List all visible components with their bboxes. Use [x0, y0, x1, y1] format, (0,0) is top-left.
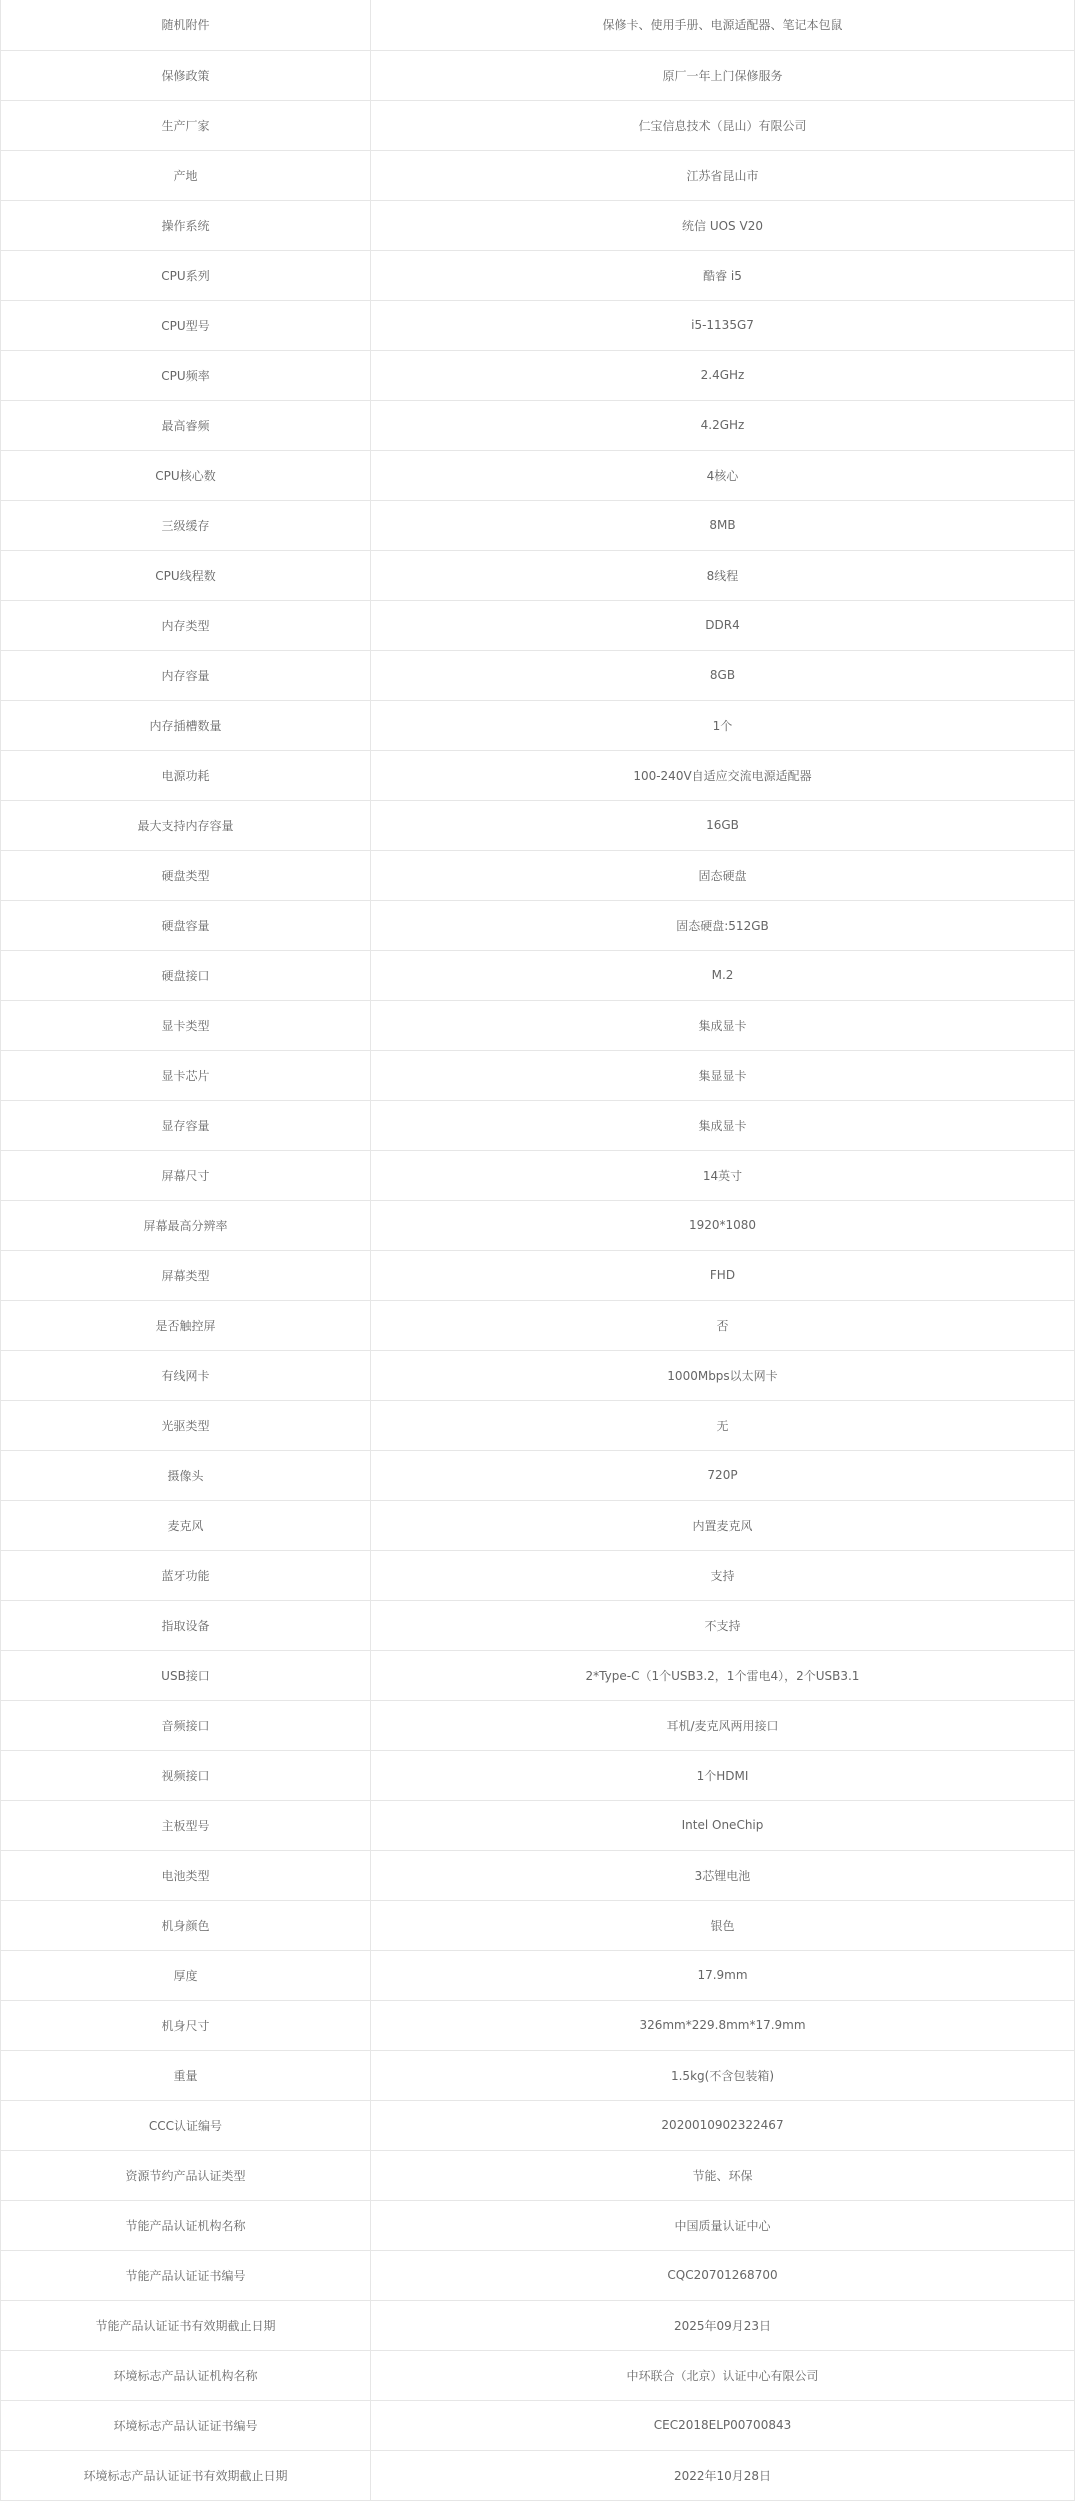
spec-value: 1000Mbps以太网卡	[371, 1350, 1075, 1400]
spec-value: 2*Type-C（1个USB3.2，1个雷电4），2个USB3.1	[371, 1650, 1075, 1700]
spec-value: 2025年09月23日	[371, 2300, 1075, 2350]
table-row	[1, 1550, 1075, 1600]
spec-value: 原厂一年上门保修服务	[371, 50, 1075, 100]
table-row	[1, 700, 1075, 750]
spec-value: 固态硬盘:512GB	[371, 900, 1075, 950]
table-row	[1, 2300, 1075, 2350]
table-row	[1, 350, 1075, 400]
spec-label: 蓝牙功能	[1, 1550, 371, 1600]
spec-value: 8GB	[371, 650, 1075, 700]
table-row	[1, 900, 1075, 950]
spec-value: 银色	[371, 1900, 1075, 1950]
spec-value: 4.2GHz	[371, 400, 1075, 450]
spec-label: 节能产品认证证书编号	[1, 2250, 371, 2300]
spec-value: 16GB	[371, 800, 1075, 850]
spec-value: 仁宝信息技术（昆山）有限公司	[371, 100, 1075, 150]
spec-label: 屏幕类型	[1, 1250, 371, 1300]
spec-value: 1个HDMI	[371, 1750, 1075, 1800]
table-row	[1, 1500, 1075, 1550]
spec-value: 2022年10月28日	[371, 2450, 1075, 2500]
table-row	[1, 1200, 1075, 1250]
table-row	[1, 500, 1075, 550]
table-row	[1, 1750, 1075, 1800]
table-row	[1, 1800, 1075, 1850]
spec-label: 三级缓存	[1, 500, 371, 550]
table-row	[1, 1900, 1075, 1950]
spec-label: 机身颜色	[1, 1900, 371, 1950]
spec-label: 最高睿频	[1, 400, 371, 450]
spec-value: 3芯锂电池	[371, 1850, 1075, 1900]
table-row	[1, 2150, 1075, 2200]
spec-label: 节能产品认证证书有效期截止日期	[1, 2300, 371, 2350]
spec-label: 音频接口	[1, 1700, 371, 1750]
table-row	[1, 1600, 1075, 1650]
spec-value: 1.5kg(不含包装箱)	[371, 2050, 1075, 2100]
table-row	[1, 1350, 1075, 1400]
table-row	[1, 400, 1075, 450]
table-row	[1, 1450, 1075, 1500]
spec-value: 无	[371, 1400, 1075, 1450]
spec-label: 指取设备	[1, 1600, 371, 1650]
spec-label: CPU线程数	[1, 550, 371, 600]
spec-label: 主板型号	[1, 1800, 371, 1850]
table-row	[1, 250, 1075, 300]
spec-label: USB接口	[1, 1650, 371, 1700]
spec-value: 保修卡、使用手册、电源适配器、笔记本包鼠	[371, 0, 1075, 50]
table-row	[1, 1150, 1075, 1200]
spec-label: 操作系统	[1, 200, 371, 250]
spec-label: 光驱类型	[1, 1400, 371, 1450]
spec-label: 摄像头	[1, 1450, 371, 1500]
spec-value: 支持	[371, 1550, 1075, 1600]
spec-value: 集显显卡	[371, 1050, 1075, 1100]
spec-value: 节能、环保	[371, 2150, 1075, 2200]
table-row	[1, 1050, 1075, 1100]
spec-label: 屏幕尺寸	[1, 1150, 371, 1200]
spec-label: 环境标志产品认证证书有效期截止日期	[1, 2450, 371, 2500]
table-row	[1, 100, 1075, 150]
spec-label: 机身尺寸	[1, 2000, 371, 2050]
table-row	[1, 1250, 1075, 1300]
spec-value: i5-1135G7	[371, 300, 1075, 350]
spec-label: 电源功耗	[1, 750, 371, 800]
spec-value: 8MB	[371, 500, 1075, 550]
spec-label: 是否触控屏	[1, 1300, 371, 1350]
table-row	[1, 650, 1075, 700]
spec-value: 1920*1080	[371, 1200, 1075, 1250]
spec-value: 4核心	[371, 450, 1075, 500]
spec-value: FHD	[371, 1250, 1075, 1300]
spec-label: 显存容量	[1, 1100, 371, 1150]
spec-label: 节能产品认证机构名称	[1, 2200, 371, 2250]
table-row	[1, 800, 1075, 850]
spec-value: 14英寸	[371, 1150, 1075, 1200]
spec-value: 2020010902322467	[371, 2100, 1075, 2150]
spec-label: 内存插槽数量	[1, 700, 371, 750]
table-row	[1, 2100, 1075, 2150]
spec-label: 硬盘容量	[1, 900, 371, 950]
spec-label: 电池类型	[1, 1850, 371, 1900]
table-row	[1, 1100, 1075, 1150]
spec-value: 720P	[371, 1450, 1075, 1500]
table-row	[1, 1000, 1075, 1050]
spec-value: 2.4GHz	[371, 350, 1075, 400]
spec-label: 硬盘类型	[1, 850, 371, 900]
table-row	[1, 0, 1075, 50]
spec-value: 中国质量认证中心	[371, 2200, 1075, 2250]
spec-label: 内存容量	[1, 650, 371, 700]
spec-label: 显卡类型	[1, 1000, 371, 1050]
spec-label: CPU型号	[1, 300, 371, 350]
table-row	[1, 2050, 1075, 2100]
spec-label: 显卡芯片	[1, 1050, 371, 1100]
spec-value: 17.9mm	[371, 1950, 1075, 2000]
spec-label: 视频接口	[1, 1750, 371, 1800]
spec-value: CQC20701268700	[371, 2250, 1075, 2300]
table-row	[1, 300, 1075, 350]
spec-value: Intel OneChip	[371, 1800, 1075, 1850]
table-row	[1, 450, 1075, 500]
spec-label: 厚度	[1, 1950, 371, 2000]
spec-value: 固态硬盘	[371, 850, 1075, 900]
spec-label: CCC认证编号	[1, 2100, 371, 2150]
spec-value: 集成显卡	[371, 1100, 1075, 1150]
spec-value: 统信 UOS V20	[371, 200, 1075, 250]
spec-label: 最大支持内存容量	[1, 800, 371, 850]
table-row	[1, 150, 1075, 200]
spec-label: 生产厂家	[1, 100, 371, 150]
spec-value: CEC2018ELP00700843	[371, 2400, 1075, 2450]
spec-value: M.2	[371, 950, 1075, 1000]
table-row	[1, 2000, 1075, 2050]
spec-value: 耳机/麦克风两用接口	[371, 1700, 1075, 1750]
spec-label: 有线网卡	[1, 1350, 371, 1400]
table-row	[1, 550, 1075, 600]
spec-value: 江苏省昆山市	[371, 150, 1075, 200]
table-row	[1, 850, 1075, 900]
table-row	[1, 1850, 1075, 1900]
spec-value: 酷睿 i5	[371, 250, 1075, 300]
table-row	[1, 200, 1075, 250]
spec-label: 产地	[1, 150, 371, 200]
spec-value: 326mm*229.8mm*17.9mm	[371, 2000, 1075, 2050]
spec-label: 屏幕最高分辨率	[1, 1200, 371, 1250]
spec-label: CPU核心数	[1, 450, 371, 500]
spec-label: 随机附件	[1, 0, 371, 50]
table-row	[1, 1950, 1075, 2000]
spec-label: 环境标志产品认证证书编号	[1, 2400, 371, 2450]
table-row	[1, 2400, 1075, 2450]
spec-label: 重量	[1, 2050, 371, 2100]
spec-label: 保修政策	[1, 50, 371, 100]
table-row	[1, 1650, 1075, 1700]
table-row	[1, 600, 1075, 650]
spec-label: CPU系列	[1, 250, 371, 300]
spec-value: 内置麦克风	[371, 1500, 1075, 1550]
table-row	[1, 2350, 1075, 2400]
spec-value: 1个	[371, 700, 1075, 750]
spec-label: 内存类型	[1, 600, 371, 650]
spec-value: 8线程	[371, 550, 1075, 600]
table-row	[1, 1300, 1075, 1350]
spec-label: 硬盘接口	[1, 950, 371, 1000]
table-row	[1, 1700, 1075, 1750]
spec-value: 否	[371, 1300, 1075, 1350]
spec-label: CPU频率	[1, 350, 371, 400]
table-row	[1, 2200, 1075, 2250]
table-row	[1, 750, 1075, 800]
spec-label: 麦克风	[1, 1500, 371, 1550]
spec-table-body	[1, 0, 1075, 2500]
spec-value: 中环联合（北京）认证中心有限公司	[371, 2350, 1075, 2400]
spec-label: 资源节约产品认证类型	[1, 2150, 371, 2200]
spec-value: 不支持	[371, 1600, 1075, 1650]
spec-label: 环境标志产品认证机构名称	[1, 2350, 371, 2400]
table-row	[1, 950, 1075, 1000]
table-row	[1, 1400, 1075, 1450]
spec-value: 100-240V自适应交流电源适配器	[371, 750, 1075, 800]
table-row	[1, 2250, 1075, 2300]
spec-value: 集成显卡	[371, 1000, 1075, 1050]
table-row	[1, 2450, 1075, 2500]
table-row	[1, 50, 1075, 100]
spec-value: DDR4	[371, 600, 1075, 650]
